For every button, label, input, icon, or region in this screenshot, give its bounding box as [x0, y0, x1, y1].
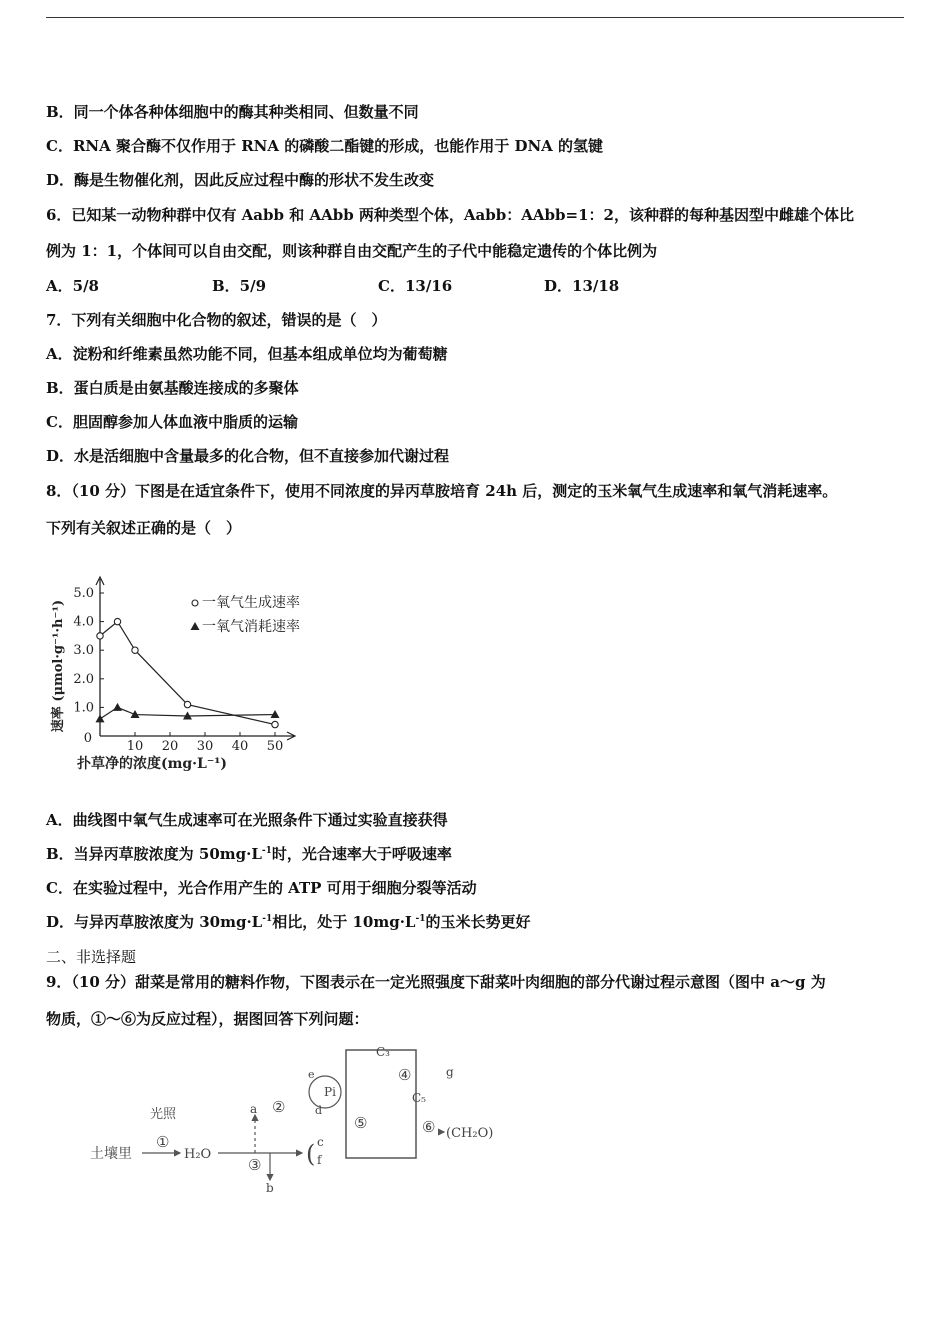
q8-stem-line2: 下列有关叙述正确的是（ ）: [46, 519, 242, 537]
label-c: c: [317, 1135, 324, 1149]
q6-option-c: C．13/16: [378, 277, 453, 295]
data-point-circle: [272, 721, 278, 727]
q7-option-b: B．蛋白质是由氨基酸连接成的多聚体: [46, 379, 299, 397]
q6-option-b: B．5/9: [212, 277, 267, 295]
q6-stem-line1: 6．已知某一动物种群中仅有 Aabb 和 AAbb 两种类型个体，Aabb：AAbb=1：2，该种群的每种基因型中雌雄个体比: [46, 206, 854, 224]
label-b: b: [266, 1181, 274, 1195]
q6-option-d: D．13/18: [544, 277, 620, 295]
q8-option-d: D．与异丙草胺浓度为 $30mg\cdot L^{-1}$相比，处于 $10mg\cdot L^{-1}$的玉米长势更好: [46, 913, 531, 931]
process-4: ④: [398, 1066, 412, 1084]
x-tick-label: 30: [196, 739, 214, 754]
label-c3: C₃: [376, 1045, 390, 1059]
label-ch2o: (CH₂O): [446, 1126, 494, 1141]
y-tick-label: 3.0: [73, 643, 94, 659]
data-point-triangle: [113, 703, 122, 711]
data-point-circle: [184, 701, 190, 707]
x-axis-label: 扑草净的浓度(mg·L⁻¹): [76, 756, 228, 772]
x-tick-label: 20: [161, 739, 179, 754]
x-tick-label: 50: [266, 739, 284, 754]
data-point-circle: [97, 633, 103, 639]
q7-option-c: C．胆固醇参加人体血液中脂质的运输: [46, 413, 298, 431]
label-pi: Pi: [324, 1085, 336, 1099]
top-rule: [46, 17, 904, 18]
rate-chart: [40, 560, 340, 780]
y-tick-label: 5.0: [73, 586, 94, 601]
legend-marker-circle: [192, 600, 198, 606]
q6-options: [46, 276, 710, 296]
metabolism-diagram: [80, 1040, 520, 1200]
process-2: ②: [272, 1098, 286, 1116]
h2o-label: H₂O: [184, 1147, 212, 1162]
label-g: g: [446, 1065, 454, 1079]
process-5: ⑤: [354, 1114, 368, 1132]
y-tick-label: 4.0: [73, 614, 94, 630]
section-heading: 二、非选择题: [46, 948, 137, 966]
q5-option-d: D．酶是生物催化剂，因此反应过程中酶的形状不发生改变: [46, 171, 435, 189]
process-6: ⑥: [422, 1118, 436, 1136]
x-tick-label: 40: [231, 739, 249, 754]
q8-stem-line1: 8．（10 分）下图是在适宜条件下，使用不同浓度的异丙草胺培育 24h 后，测定的玉米氧气生成速率和氧气消耗速率。: [46, 482, 838, 500]
q8-option-a: A．曲线图中氧气生成速率可在光照条件下通过实验直接获得: [46, 811, 448, 829]
q6-stem-line2: 例为 1：1，个体间可以自由交配，则该种群自由交配产生的子代中能稳定遗传的个体比例为: [46, 242, 658, 260]
legend-label: 一氧气生成速率: [202, 595, 300, 611]
paren-cf: (: [306, 1140, 316, 1168]
label-d: d: [315, 1104, 323, 1117]
q7-option-a: A．淀粉和纤维素虽然功能不同，但基本组成单位均为葡萄糖: [46, 345, 448, 363]
legend-marker-triangle: [191, 622, 200, 630]
q9-stem-line2: 物质，①～⑥为反应过程），据图回答下列问题：: [46, 1010, 369, 1028]
x-tick-label: 10: [126, 739, 144, 754]
series-line-0: [100, 622, 275, 725]
label-e: e: [308, 1068, 315, 1081]
q7-option-d: D．水是活细胞中含量最多的化合物，但不直接参加代谢过程: [46, 447, 450, 465]
label-f: f: [317, 1153, 322, 1167]
y-tick-label: 1.0: [73, 700, 94, 716]
label-c5: C₅: [412, 1091, 426, 1105]
y-tick-label: 2.0: [73, 671, 94, 687]
q8-option-b: B．当异丙草胺浓度为 $50mg\cdot L^{-1}$时，光合速率大于呼吸速率: [46, 845, 452, 863]
data-point-circle: [132, 647, 138, 653]
q7-stem: 7．下列有关细胞中化合物的叙述，错误的是（ ）: [46, 311, 387, 329]
process-1: ①: [156, 1133, 170, 1151]
data-point-triangle: [96, 714, 105, 722]
data-point-circle: [114, 618, 120, 624]
q5-option-b: B．同一个体各种体细胞中的酶其种类相同、但数量不同: [46, 103, 419, 121]
label-a: a: [250, 1102, 258, 1116]
q5-option-c: C．RNA 聚合酶不仅作用于 RNA 的磷酸二酯键的形成，也能作用于 DNA 的氢键: [46, 137, 604, 155]
origin-label: 0: [83, 731, 92, 746]
q6-option-a: A．5/8: [46, 277, 99, 295]
q9-stem-line1: 9．（10 分）甜菜是常用的糖料作物，下图表示在一定光照强度下甜菜叶肉细胞的部分代谢过程示意图（图中 a～g 为: [46, 973, 826, 991]
light-label: 光照: [150, 1107, 177, 1122]
legend-label: 一氧气消耗速率: [202, 619, 300, 635]
process-3: ③: [248, 1156, 262, 1174]
y-axis-label: 速率 (μmol·g⁻¹·h⁻¹): [51, 599, 66, 733]
soil-label: 土壤里: [90, 1146, 132, 1162]
q8-option-c: C．在实验过程中，光合作用产生的 ATP 可用于细胞分裂等活动: [46, 879, 477, 897]
